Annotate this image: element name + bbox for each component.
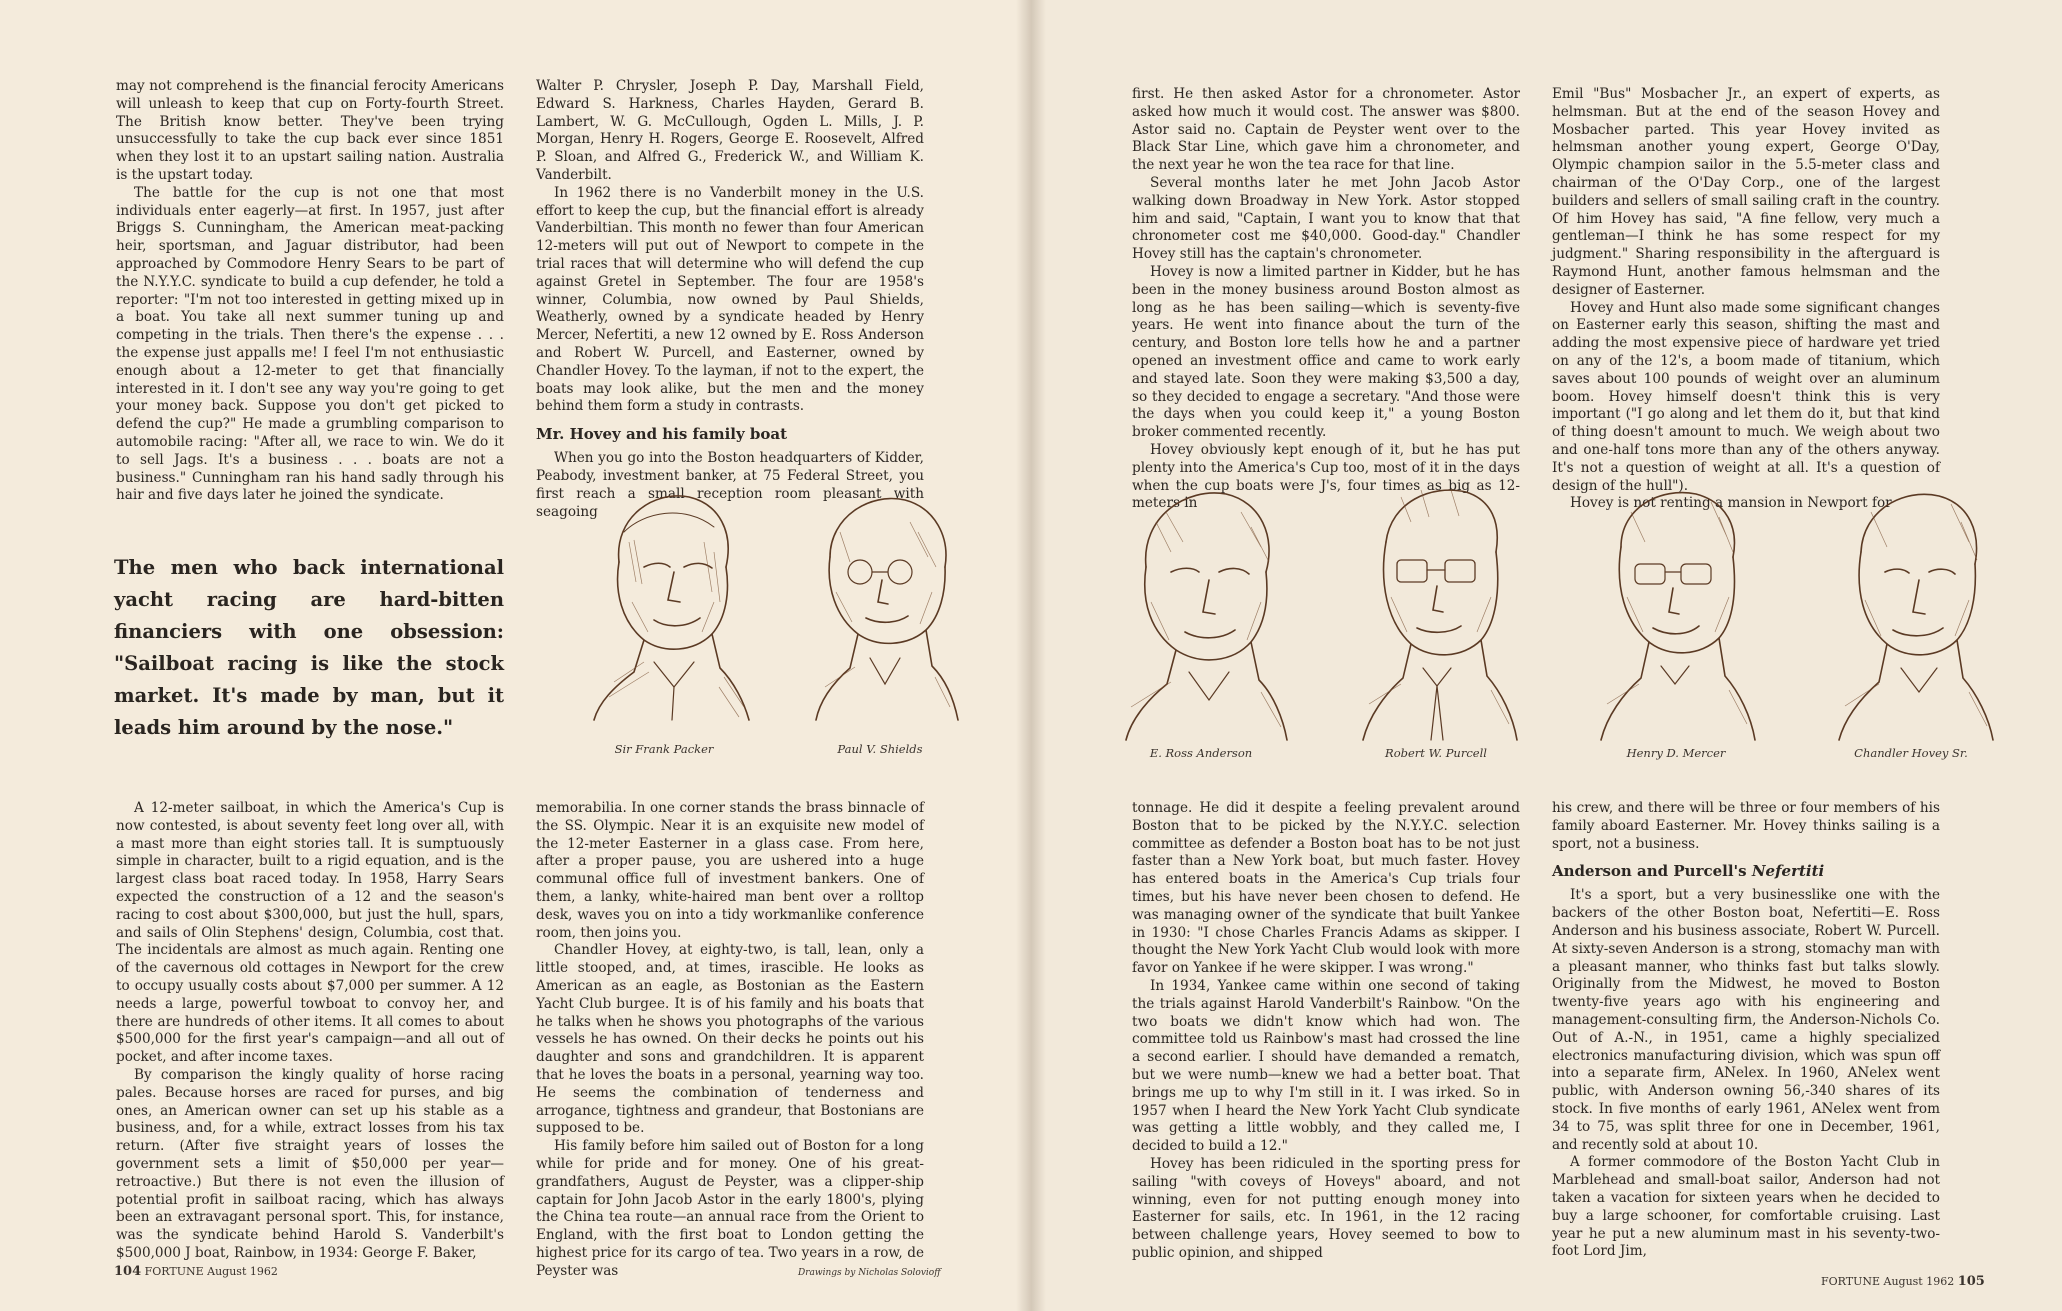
- paragraph: first. He then asked Astor for a chronometer. Astor asked how much it would cost. The answer was $800. Astor said no. Captain de Peyster went over to the Black Star Line, which gave him a chronometer, and the next year he won the tea race for that line.: [1132, 86, 1520, 174]
- paragraph: Several months later he met John Jacob Astor walking down Broadway in New York. Astor stopped him and said, "Captain, I want you to know that that chronometer cost me $40,000. Good-day." Chandler Hovey still has the captain's chronometer.: [1132, 174, 1520, 263]
- portrait-henry-d-mercer: [1591, 472, 1761, 742]
- portrait-chandler-hovey-sr: [1821, 472, 2001, 742]
- paragraph: Walter P. Chrysler, Joseph P. Day, Marshall Field, Edward S. Harkness, Charles Hayden, Gerard B. Lambert, W. G. McCullough, Ogden L. Mills, J. P. Morgan, Henry H. Rogers, George E. Roosevelt, Alfred P. Sloan, and Alfred G., Frederick W., and William K. Vanderbilt.: [536, 78, 924, 183]
- paragraph: In 1962 there is no Vanderbilt money in the U.S. effort to keep the cup, but the financial effort is already Vanderbiltian. This month no fewer than four American 12-meters will put out of Newport to compete in the trial races that will determine who will defend the cup against Gretel in September. The four are 1958's winner, Columbia, now owned by Paul Shields, Weatherly, owned by a syndicate headed by Henry Mercer, Nefertiti, a new 12 owned by E. Ross Anderson and Robert W. Purcell, and Easterner, owned by Chandler Hovey. To the layman, if not to the expert, the boats may look alike, but the men and the money behind them form a study in contrasts.: [536, 184, 924, 415]
- right-column-2-top: [1552, 86, 1940, 512]
- paragraph: Hovey has been ridiculed in the sporting press for sailing "with coveys of Hoveys" aboard, and not winning, even for not putting enough money into Easterner for sails, etc. In 1961, in the 12 racing between challenge years, Hovey seemed to bow to public opinion, and shipped: [1132, 1155, 1520, 1261]
- portrait-caption: Sir Frank Packer: [614, 742, 714, 756]
- paragraph: A 12-meter sailboat, in which the America's Cup is now contested, is about seventy feet long over all, with a mast more than eight stories tall. It is sumptuously simple in character, built to a rigid equation, and is the largest class boat raced today. In 1958, Harry Sears expected the construction of a 12 and the season's racing to cost about $300,000, but just the hull, spars, and sails of Olin Stephens' design, Columbia, cost that. The incidentals are almost as much again. Renting one of the cavernous old cottages in Newport for the crew to occupy usually costs about $7,000 per summer. A 12 needs a large, powerful towboat to convoy her, and there are hundreds of other items. It all comes to about $500,000 for the first year's campaign—and all out of pocket, and after income taxes.: [116, 800, 504, 1066]
- portrait-caption: Robert W. Purcell: [1385, 746, 1487, 760]
- section-heading: [1552, 861, 1940, 881]
- paragraph: Emil "Bus" Mosbacher Jr., an expert of experts, as helmsman. But at the end of the season Hovey and Mosbacher parted. This year Hovey invited as helmsman another young expert, George O'Day, Olympic champion sailor in the 5.5-meter class and chairman of the O'Day Corp., one of the largest builders and sellers of small sailing craft in the country. Of him Hovey has said, "A fine fellow, very much a gentleman—I think he has some respect for my judgment." Sharing responsibility in the afterguard is Raymond Hunt, another famous helmsman and the designer of Easterner.: [1552, 86, 1940, 298]
- folio-text: FORTUNE August 1962: [144, 1265, 278, 1278]
- portrait-caption: Paul V. Shields: [837, 742, 923, 756]
- portrait-robert-w-purcell: [1351, 472, 1521, 742]
- right-column-1-bottom: [1132, 800, 1520, 1261]
- paragraph: may not comprehend is the financial ferocity Americans will unleash to keep that cup on Forty-fourth Street. The British know better. They've been trying unsuccessfully to take the cup back ever since 1851 when they lost it to an upstart sailing nation. Australia is the upstart today.: [116, 78, 504, 183]
- paragraph: His family before him sailed out of Boston for a long while for pride and for money. One of his great-grandfathers, August de Peyster, was a clipper-ship captain for John Jacob Astor in the early 1800's, plying the China tea route—an annual race from the Orient to England, with the first boat to London getting the highest price for its cargo of tea. Two years in a row, de Peyster was: [536, 1138, 924, 1279]
- left-column-1-bottom: [116, 800, 504, 1261]
- paragraph: When you go into the Boston headquarters of Kidder, Peabody, investment banker, at 75 Federal Street, you first reach a small reception room pleasant with seagoing: [536, 450, 924, 520]
- left-column-2-top: [536, 78, 924, 520]
- paragraph: Hovey and Hunt also made some significant changes on Easterner early this season, shifting the mast and adding the most expensive piece of hardware yet tried on any of the 12's, a boom made of titanium, which saves about 100 pounds of weight over an aluminum boom. Hovey himself doesn't think this is very important ("I go along and let them do it, but that kind of thing doesn't amount to much. We weigh about two and one-half tons more than any of the others anyway. It's not a question of weight at all. It's a question of design of the hull").: [1552, 299, 1940, 494]
- portrait-caption: E. Ross Anderson: [1149, 746, 1253, 760]
- illustration-credit: Drawings by Nicholas Solovioff: [798, 1268, 941, 1278]
- section-heading-boat-name: Nefertiti: [1751, 862, 1825, 881]
- paragraph: A former commodore of the Boston Yacht Club in Marblehead and small-boat sailor, Anderson had not taken a vacation for sixteen years when he decided to buy a large schooner, for comfortable cruising. Last year he put a new aluminum mast in his seventy-two-foot Lord Jim,: [1552, 1154, 1940, 1260]
- portrait-paul-v-shields: [800, 472, 960, 722]
- paragraph: his crew, and there will be three or four members of his family aboard Easterner. Mr. Hovey thinks sailing is a sport, not a business.: [1552, 800, 1940, 852]
- paragraph: Hovey is now a limited partner in Kidder, but he has been in the money business around Boston almost as long as he has been sailing—which is seventy-five years. He went into finance about the turn of the century, and Boston lore tells how he and a partner opened an investment office and came to work early and stayed late. Soon they were making $3,500 a day, so they decided to engage a secretary. "And those were the days when you could keep it," a young Boston broker commented recently.: [1132, 263, 1520, 441]
- right-folio: [1821, 1274, 1985, 1289]
- paragraph: The battle for the cup is not one that most individuals enter eagerly—at first. In 1957, just after Briggs S. Cunningham, the American meat-packing heir, sportsman, and Jaguar distributor, had been approached by Commodore Henry Sears to be part of the N.Y.Y.C. syndicate to build a cup defender, he told a reporter: "I'm not too interested in getting mixed up in a boat. You take all next summer tuning up and competing in the trials. Then there's the expense . . . the expense just appalls me! I feel I'm not enthusiastic enough about a 12-meter to get that financially interested in it. I don't see any way you're going to get your money back. Suppose you don't get picked to defend the cup?" He made a grumbling comparison to automobile racing: "After all, we race to win. We do it to sell Jags. It's a business . . . boats are not a business." Cunningham ran his hand sadly through his hair and five days later he joined the syndicate.: [116, 184, 504, 504]
- section-heading: Mr. Hovey and his family boat: [536, 425, 788, 444]
- portrait-caption: Chandler Hovey Sr.: [1854, 746, 1968, 760]
- paragraph: In 1934, Yankee came within one second of taking the trials against Harold Vanderbilt's Rainbow. "On the two boats we didn't know which had won. The committee told us Rainbow's mast had crossed the line a second earlier. I should have demanded a rematch, but we were numb—knew we had a better boat. That brings me up to why I'm still in it. I was irked. So in 1957 when I heard the New York Yacht Club syndicate was getting a little wobbly, and they called me, I decided to build a 12.": [1132, 977, 1520, 1155]
- paragraph: tonnage. He did it despite a feeling prevalent around Boston that to be picked by the N.Y.Y.C. selection committee as defender a Boston boat has to be not just faster than a New York boat, but much faster. Hovey has entered boats in the America's Cup trials four times, but his have never been chosen to defend. He was managing owner of the syndicate that built Yankee in 1930: "I chose Charles Francis Adams as skipper. I thought the New York Yacht Club would look with more favor on Yankee if he were skipper. I was wrong.": [1132, 800, 1520, 977]
- spread-gutter: [1016, 0, 1046, 1311]
- left-column-1-top: [116, 78, 504, 504]
- section-heading-text: Anderson and Purcell's: [1552, 862, 1752, 881]
- folio-text: FORTUNE August 1962: [1821, 1275, 1955, 1288]
- right-column-2-bottom: [1552, 800, 1940, 1260]
- paragraph: By comparison the kingly quality of horse racing pales. Because horses are raced for purses, and big ones, an American owner can set up his stable as a business, and, for a while, extract losses from his tax return. (After five straight years of losses the government sets a limit of $50,000 per year—retroactive.) But there is not even the illusion of potential profit in sailboat racing, which has always been an extravagant personal sport. This, for instance, was the syndicate behind Harold S. Vanderbilt's $500,000 J boat, Rainbow, in 1934: George F. Baker,: [116, 1066, 504, 1261]
- paragraph: memorabilia. In one corner stands the brass binnacle of the SS. Olympic. Near it is an exquisite new model of the 12-meter Easterner in a glass case. From here, after a proper pause, you are ushered into a huge communal office full of investment bankers. One of them, a lanky, white-haired man bent over a rolltop desk, waves you on into a tidy workmanlike conference room, then joins you.: [536, 800, 924, 941]
- portrait-caption: Henry D. Mercer: [1626, 746, 1726, 760]
- right-column-1-top: [1132, 86, 1520, 512]
- paragraph: Hovey obviously kept enough of it, but he has put plenty into the America's Cup too, most of it in the days when the cup boats were J's, four times as big as 12-meters in: [1132, 441, 1520, 512]
- paragraph: Hovey is not renting a mansion in Newport for: [1570, 495, 1892, 512]
- portrait-sir-frank-packer: [574, 472, 754, 722]
- left-folio: [114, 1264, 278, 1279]
- page-number: 104: [114, 1264, 142, 1279]
- portrait-e-ross-anderson: [1111, 472, 1291, 742]
- pull-quote: The men who back international yacht racing are hard-bitten financiers with one obsession: "Sailboat racing is like the stock market. It's made by man, but it leads him around by the nose.": [114, 556, 504, 739]
- paragraph: It's a sport, but a very businesslike one with the backers of the other Boston boat, Nefertiti—E. Ross Anderson and his business associate, Robert W. Purcell. At sixty-seven Anderson is a strong, stomachy man with a pleasant manner, who thinks fast but talks slowly. Originally from the Midwest, he moved to Boston twenty-five years ago with his engineering and management-consulting firm, the Anderson-Nichols Co. Out of A.-N., in 1951, came a highly specialized electronics manufacturing division, which was spun off into a separate firm, ANelex. In 1960, ANelex went public, with Anderson owning 56,-340 shares of its stock. In five months of early 1961, ANelex went from 34 to 75, was split three for one in December, 1961, and recently sold at about 10.: [1552, 887, 1940, 1153]
- paragraph: Chandler Hovey, at eighty-two, is tall, lean, only a little stooped, and, at times, irascible. He looks as American as an eagle, as Bostonian as the Eastern Yacht Club burgee. It is of his family and his boats that he talks when he shows you photographs of the various vessels he has owned. On their decks he points out his daughter and sons and grandchildren. It is apparent that he loves the boats in a personal, yearning way too. He seems the combination of tenderness and arrogance, tightness and grandeur, that Bostonians are supposed to be.: [536, 942, 924, 1137]
- page-number: 105: [1957, 1274, 1985, 1289]
- right-page: [1031, 0, 2062, 1311]
